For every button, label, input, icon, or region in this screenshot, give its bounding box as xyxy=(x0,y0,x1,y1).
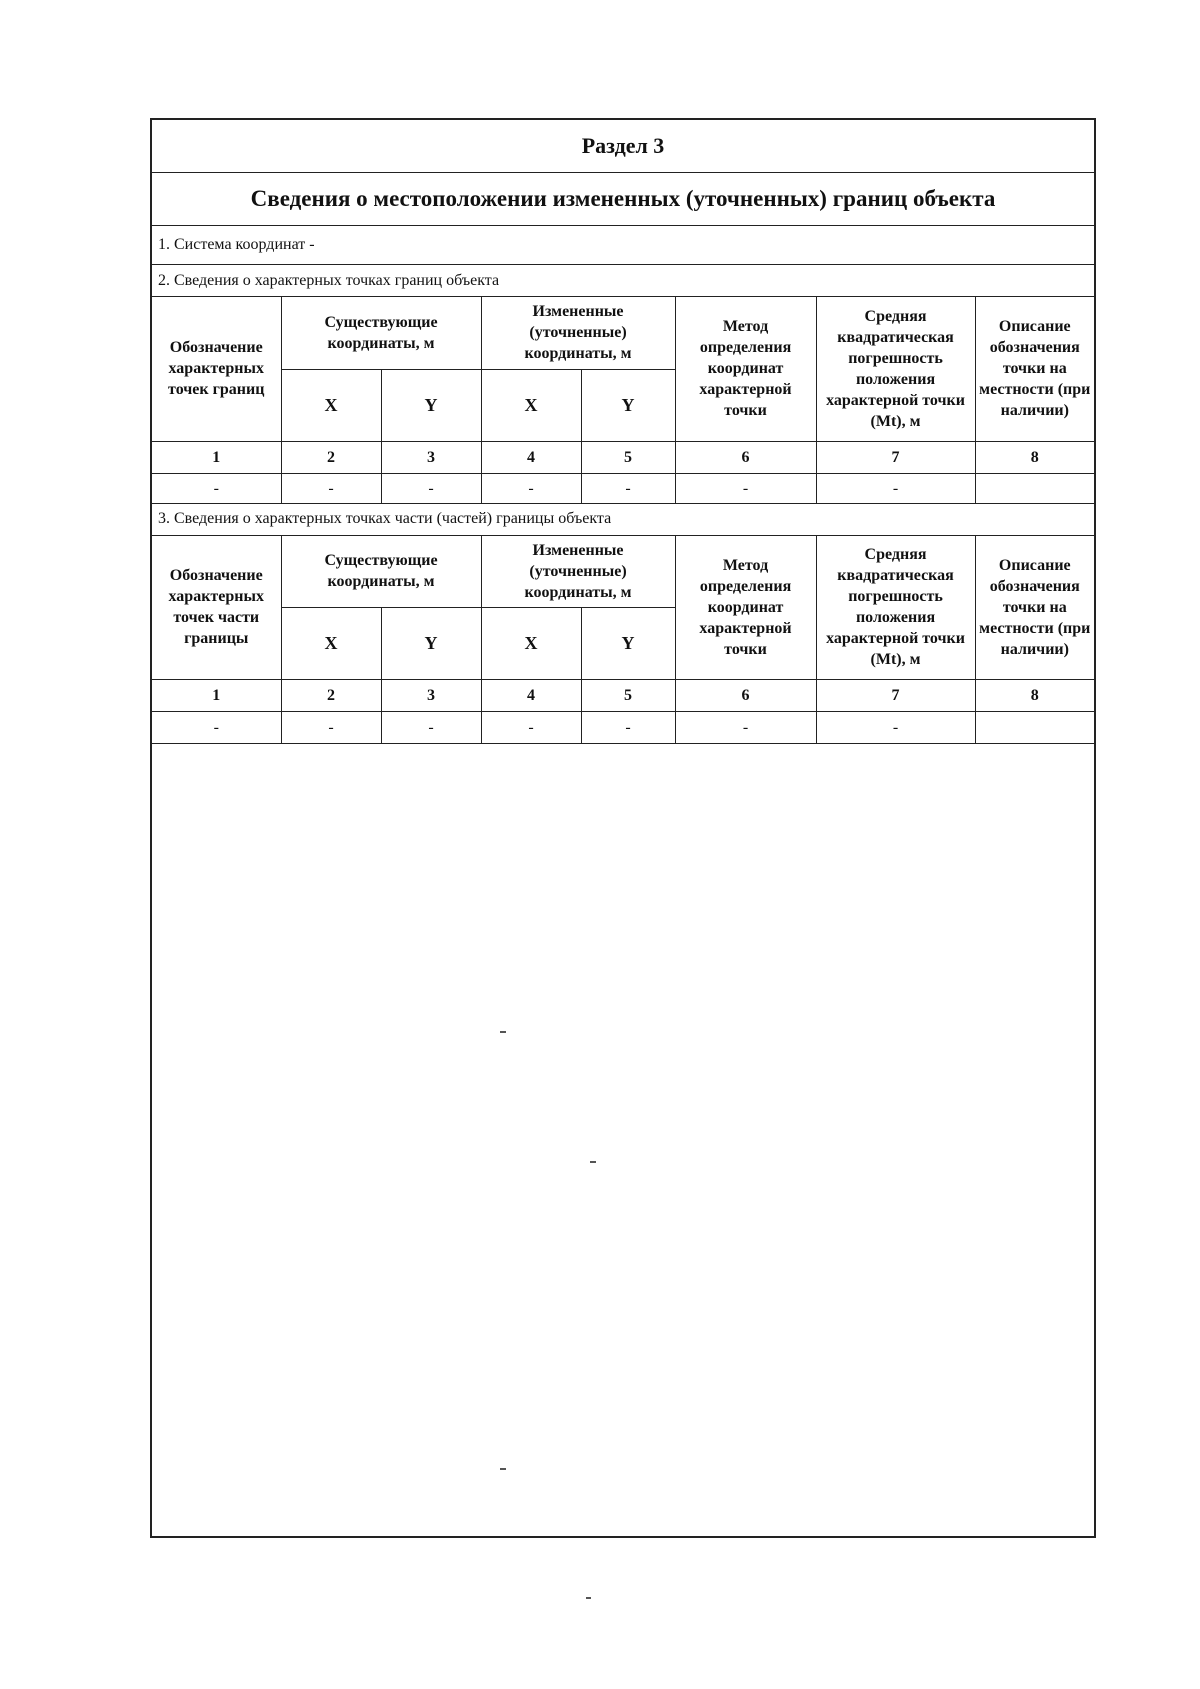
table1-num: 3 xyxy=(381,441,481,473)
table2-changed-x: X xyxy=(481,608,581,680)
table2-data-row xyxy=(152,712,1094,744)
scan-speck xyxy=(500,1468,506,1470)
table2-num: 1 xyxy=(152,680,281,712)
table1-cell: - xyxy=(381,473,481,503)
table2-cell: - xyxy=(816,712,975,744)
table2-num: 5 xyxy=(581,680,675,712)
table2-cell xyxy=(975,712,1094,744)
document-subtitle-text: Сведения о местоположении измененных (уточненных) границ объекта xyxy=(250,186,996,211)
table1-num: 6 xyxy=(675,441,816,473)
coordinate-system-text: 1. Система координат - xyxy=(158,236,315,253)
table1-col-existing-coords: Существующие координаты, м xyxy=(281,297,481,369)
table1-num: 4 xyxy=(481,441,581,473)
table1-cell: - xyxy=(675,473,816,503)
part-boundary-points-heading-text: 3. Сведения о характерных точках части (частей) границы объекта xyxy=(158,510,612,527)
table2-existing-x: X xyxy=(281,608,381,680)
table1-cell: - xyxy=(152,473,281,503)
table1-col-error: Средняя квадратическая погрешность положения характерной точки (Mt), м xyxy=(816,297,975,441)
table1-col-description: Описание обозначения точки на местности (при наличии) xyxy=(975,297,1094,441)
table1-cell: - xyxy=(281,473,381,503)
table1-col-point-designation: Обозначение характерных точек границ xyxy=(152,297,281,441)
table2-col-error: Средняя квадратическая погрешность положения характерной точки (Mt), м xyxy=(816,536,975,680)
table2-num: 4 xyxy=(481,680,581,712)
table1-number-row xyxy=(152,441,1094,473)
table2-col-existing-coords: Существующие координаты, м xyxy=(281,536,481,608)
table2-cell: - xyxy=(152,712,281,744)
table1-num: 7 xyxy=(816,441,975,473)
table1-existing-y: Y xyxy=(381,369,481,441)
table2-existing-y: Y xyxy=(381,608,481,680)
section-title xyxy=(152,120,1094,173)
scan-speck xyxy=(586,1597,591,1599)
table1-cell: - xyxy=(816,473,975,503)
table2-num: 3 xyxy=(381,680,481,712)
table2-num: 8 xyxy=(975,680,1094,712)
table2-cell: - xyxy=(481,712,581,744)
table1-col-changed-coords: Измененные (уточненные) координаты, м xyxy=(481,297,675,369)
table2-header-row xyxy=(152,536,1094,608)
table1-num: 1 xyxy=(152,441,281,473)
table2-col-method: Метод определения координат характерной точки xyxy=(675,536,816,680)
boundary-points-table xyxy=(152,297,1094,504)
table2-num: 6 xyxy=(675,680,816,712)
table2-number-row xyxy=(152,680,1094,712)
scan-speck xyxy=(590,1161,596,1163)
coordinate-system-line xyxy=(152,226,1094,265)
table1-cell xyxy=(975,473,1094,503)
table1-num: 8 xyxy=(975,441,1094,473)
table2-cell: - xyxy=(581,712,675,744)
table1-col-method: Метод определения координат характерной точки xyxy=(675,297,816,441)
table1-header-row xyxy=(152,297,1094,369)
table1-changed-x: X xyxy=(481,369,581,441)
table2-cell: - xyxy=(281,712,381,744)
table2-cell: - xyxy=(381,712,481,744)
table1-changed-y: Y xyxy=(581,369,675,441)
document-frame xyxy=(150,118,1096,1538)
section-title-text: Раздел 3 xyxy=(581,133,665,158)
table1-num: 5 xyxy=(581,441,675,473)
table1-cell: - xyxy=(481,473,581,503)
boundary-points-heading-text: 2. Сведения о характерных точках границ объекта xyxy=(158,271,500,289)
table2-num: 2 xyxy=(281,680,381,712)
part-boundary-points-table xyxy=(152,536,1094,745)
table1-num: 2 xyxy=(281,441,381,473)
boundary-points-heading xyxy=(152,265,1094,297)
table2-num: 7 xyxy=(816,680,975,712)
table1-data-row xyxy=(152,473,1094,503)
table1-cell: - xyxy=(581,473,675,503)
document-subtitle xyxy=(152,173,1094,226)
table2-col-description: Описание обозначения точки на местности (при наличии) xyxy=(975,536,1094,680)
scan-speck xyxy=(500,1031,506,1033)
table2-cell: - xyxy=(675,712,816,744)
table1-existing-x: X xyxy=(281,369,381,441)
part-boundary-points-heading xyxy=(152,504,1094,536)
table2-col-changed-coords: Измененные (уточненные) координаты, м xyxy=(481,536,675,608)
table2-changed-y: Y xyxy=(581,608,675,680)
table2-col-point-designation: Обозначение характерных точек части границы xyxy=(152,536,281,680)
